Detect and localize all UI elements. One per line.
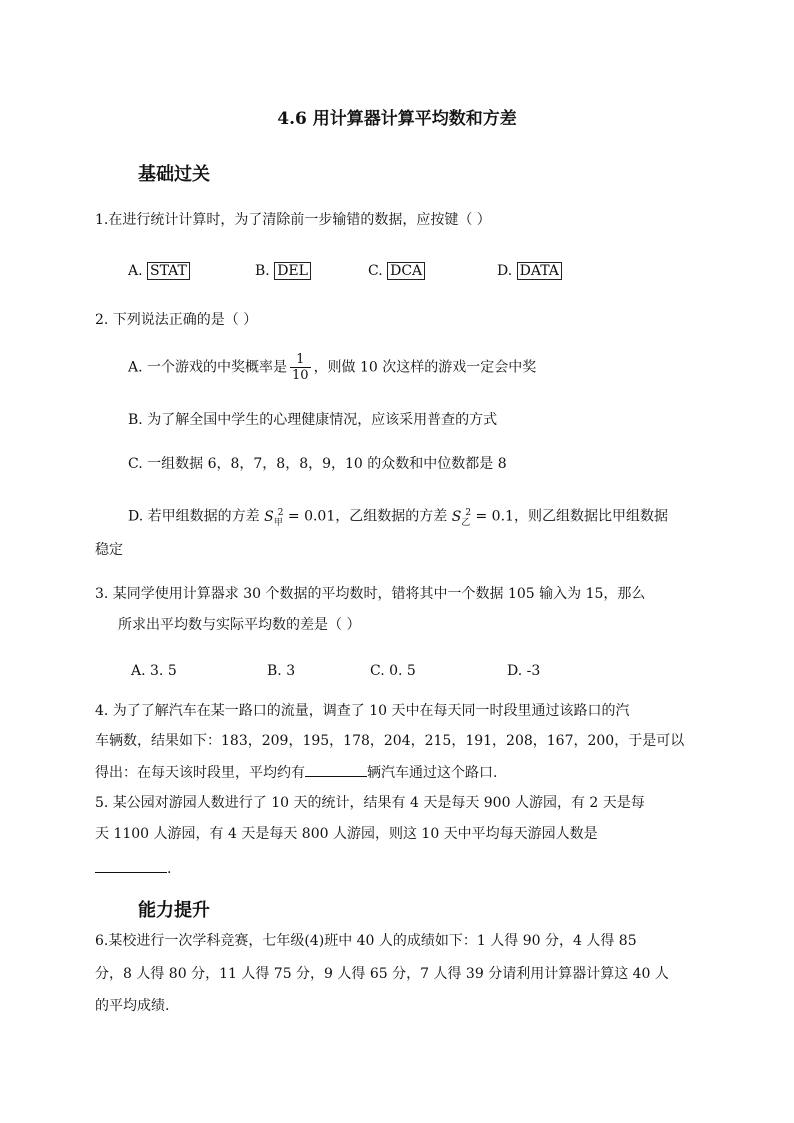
q1-option-b-label: B. [255,263,270,279]
question-4-line-2: 车辆数，结果如下：183，209，195，178，204，215，191，208，167，200，于是可以 [95,733,685,749]
variance-s: S [451,508,462,525]
q3-option-a: A. 3. 5 [131,663,177,679]
question-5-line-2: 天 1100 人游园，有 4 天是每天 800 人游园，则这 10 天中平均每天游园人数是 [95,826,598,842]
q1-option-c-label: C. [368,263,383,279]
variance-sup-a: 2 [277,508,284,518]
question-2-stem: 2. 下列说法正确的是（ ） [95,312,258,328]
question-4-line-1: 4. 为了了解汽车在某一路口的流量，调查了 10 天中在每天同一时段里通过该路口的汽 [95,703,630,719]
key-dca: DCA [387,262,425,280]
variance-symbol-b [451,508,472,528]
q2-option-b: B. 为了解全国中学生的心理健康情况，应该采用普查的方式 [128,412,498,428]
q2-option-d-end: ，则乙组数据比甲组数据 [513,508,668,525]
key-data: DATA [517,262,562,280]
q2-option-a-text-end: ，则做 10 次这样的游戏一定会中奖 [313,359,537,376]
fraction-denominator: 10 [292,368,309,383]
q2-option-c: C. 一组数据 6，8，7，8，8，9，10 的众数和中位数都是 8 [128,456,507,472]
variance-s: S [264,508,274,525]
question-4-line-3-end: 辆汽车通过这个路口. [367,765,498,781]
q2-option-d-text: D. 若甲组数据的方差 [128,508,260,525]
answer-blank [305,762,367,777]
question-1-stem: 1.在进行统计计算时，为了清除前一步输错的数据，应按键（ ） [95,212,491,228]
q2-option-a [128,352,536,383]
fraction [290,352,311,383]
variance-value-b: = 0.1 [475,508,514,525]
q3-option-c: C. 0. 5 [370,663,416,679]
q2-option-a-text: A. 一个游戏的中奖概率是 [128,359,288,376]
variance-symbol-a [264,508,284,528]
question-6-line-1: 6.某校进行一次学科竞赛，七年级(4)班中 40 人的成绩如下：1 人得 90 分，4 人得 85 [95,933,637,949]
key-del: DEL [274,262,311,280]
fraction-numerator: 1 [290,352,311,368]
question-3-line-2: 所求出平均数与实际平均数的差是（ ） [118,617,361,633]
question-5-line-3-end: . [167,861,172,877]
question-4-line-3-text: 得出：在每天该时段里，平均约有 [95,765,305,781]
q1-option-d-label: D. [497,263,513,279]
q2-option-d-continued: 稳定 [95,542,123,558]
section-basic: 基础过关 [138,164,210,185]
question-4-line-3 [95,762,497,783]
q1-option-a-label: A. [128,263,143,279]
answer-blank [95,858,167,873]
q3-option-b: B. 3 [267,663,296,679]
q1-option-c [368,261,425,281]
page-title: 4.6 用计算器计算平均数和方差 [277,109,517,129]
q2-option-d [128,503,668,532]
q2-option-d-mid: ，乙组数据的方差 [335,508,448,525]
question-5-line-1: 5. 某公园对游园人数进行了 10 天的统计，结果有 4 天是每天 900 人游园，有 2 天是每 [95,795,645,811]
section-advanced: 能力提升 [138,900,210,921]
question-6-line-2: 分，8 人得 80 分，11 人得 75 分，9 人得 65 分，7 人得 39 分请利用计算器计算这 40 人 [95,966,669,982]
q1-option-a [128,261,190,281]
question-6-line-3: 的平均成绩. [95,998,170,1014]
variance-sup-b: 2 [465,508,472,518]
variance-sub-a: 甲 [273,517,283,528]
q1-option-b [255,261,311,281]
variance-value-a: = 0.01 [287,508,336,525]
q1-option-d [497,261,562,281]
question-5-line-3 [95,858,171,879]
q3-option-d: D. -3 [507,663,541,679]
key-stat: STAT [147,262,190,280]
variance-sub-b: 乙 [461,517,471,528]
question-3-line-1: 3. 某同学使用计算器求 30 个数据的平均数时，错将其中一个数据 105 输入为 15，那么 [95,586,646,602]
